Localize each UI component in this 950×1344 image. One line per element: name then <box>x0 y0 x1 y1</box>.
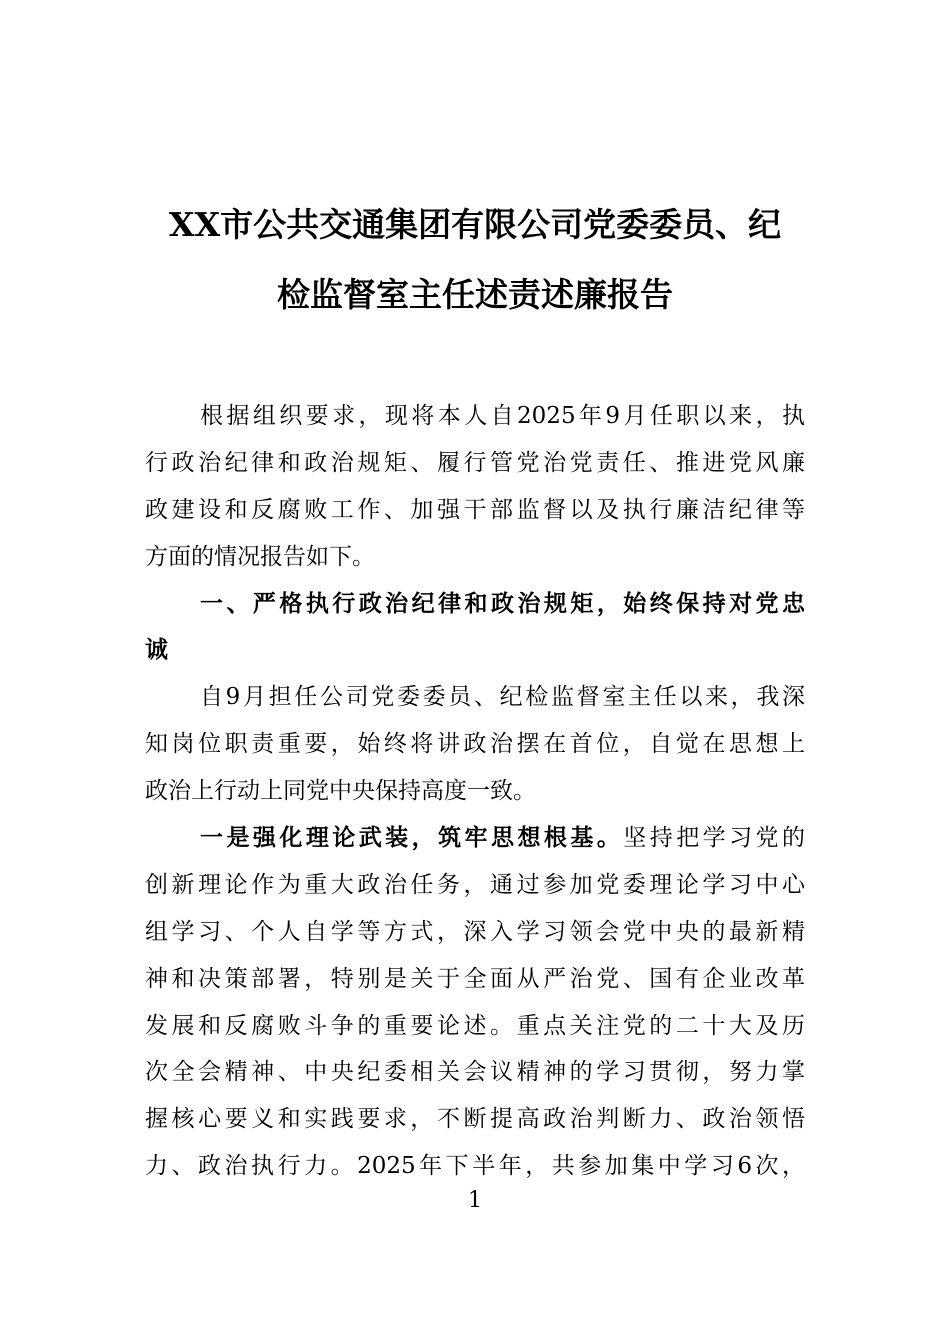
text-line: 创新理论作为重大政治任务，通过参加党委理论学习中心 <box>145 871 805 898</box>
text-line: 力、政治执行力。2025年下半年，共参加集中学习6次， <box>145 1153 805 1180</box>
text-line: 一、严格执行政治纪律和政治规矩，始终保持对党忠 <box>200 589 805 617</box>
text-line: 知岗位职责重要，始终将讲政治摆在首位，自觉在思想上 <box>145 731 805 758</box>
text-line: 政治上行动上同党中央保持高度一致。 <box>145 778 536 805</box>
text-line: 诚 <box>145 636 168 664</box>
text-line: 方面的情况报告如下。 <box>145 543 375 570</box>
text-line: 行政治纪律和政治规矩、履行管党治党责任、推进党风廉 <box>145 449 805 476</box>
text-line: 神和决策部署，特别是关于全面从严治党、国有企业改革 <box>145 965 805 992</box>
page-number: 1 <box>468 1188 482 1213</box>
section-heading <box>145 581 805 675</box>
document-body <box>145 393 805 1190</box>
text-line: 自9月担任公司党委委员、纪检监督室主任以来，我深 <box>200 684 805 711</box>
text-line: 根据组织要求，现将本人自2025年9月任职以来，执 <box>200 403 805 429</box>
paragraph <box>145 393 805 581</box>
title-line: XX市公共交通集团有限公司党委委员、纪 <box>168 205 782 244</box>
text-line: 握核心要义和实践要求，不断提高政治判断力、政治领悟 <box>145 1106 805 1133</box>
text-line: 次全会精神、中央纪委相关会议精神的学习贯彻，努力掌 <box>145 1059 805 1086</box>
title-line: 检监督室主任述责述廉报告 <box>277 275 673 314</box>
lead-sentence: 一是强化理论武装，筑牢思想根基。 <box>200 824 624 852</box>
line-text: 坚持把学习党的 <box>623 825 806 852</box>
text-line: 组学习、个人自学等方式，深入学习领会党中央的最新精 <box>145 918 805 945</box>
text-line: 政建设和反腐败工作、加强干部监督以及执行廉洁纪律等 <box>145 496 805 523</box>
paragraph <box>145 815 805 1190</box>
text-line: 发展和反腐败斗争的重要论述。重点关注党的二十大及历 <box>145 1012 805 1039</box>
paragraph <box>145 674 805 815</box>
document-title <box>130 190 820 330</box>
text-line <box>145 815 805 862</box>
